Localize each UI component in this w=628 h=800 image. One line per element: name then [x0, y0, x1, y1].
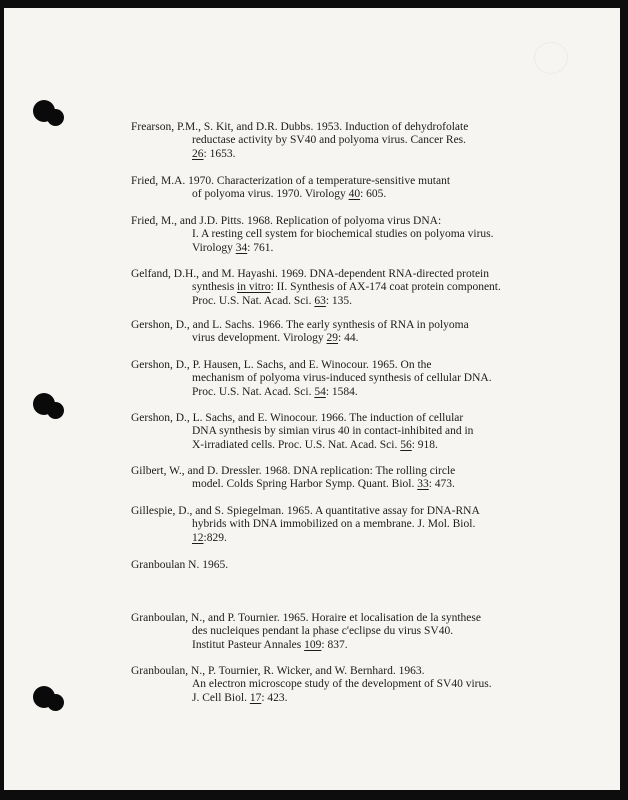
reference-continuation-line: Proc. U.S. Nat. Acad. Sci. 54: 1584.	[192, 385, 358, 398]
document-page	[4, 8, 620, 790]
reference-continuation-line: Proc. U.S. Nat. Acad. Sci. 63: 135.	[192, 294, 353, 307]
reference-continuation-line: model. Colds Spring Harbor Symp. Quant. Biol. 33: 473.	[192, 478, 455, 491]
reference-continuation-line: I. A resting cell system for biochemical studies on polyoma virus.	[192, 228, 494, 241]
faint-page-stamp	[534, 42, 568, 74]
reference-entry	[131, 215, 494, 255]
reference-entry	[131, 121, 468, 161]
reference-entry	[131, 359, 492, 399]
reference-first-line: Granboulan, N., P. Tournier, R. Wicker, and W. Bernhard. 1963.	[131, 665, 425, 677]
reference-continuation-line: virus development. Virology 29: 44.	[192, 332, 359, 345]
underlined-term: in vitro	[237, 281, 271, 294]
reference-entry	[131, 268, 501, 308]
underlined-term: 34	[235, 241, 248, 254]
reference-first-line: Gilbert, W., and D. Dressler. 1968. DNA replication: The rolling circle	[131, 465, 456, 477]
underlined-term: 54	[314, 385, 326, 398]
reference-continuation-line: synthesis in vitro: II. Synthesis of AX-174 coat protein component.	[192, 281, 501, 294]
underlined-term: 26	[192, 147, 204, 160]
reference-continuation-line: des nucleiques pendant la phase c'eclipse du virus SV40.	[192, 625, 454, 638]
reference-continuation-line: An electron microscope study of the development of SV40 virus.	[192, 678, 492, 691]
reference-first-line: Gershon, D., and L. Sachs. 1966. The early synthesis of RNA in polyoma	[131, 319, 469, 331]
reference-entry	[131, 175, 450, 202]
underlined-term: 40	[348, 188, 361, 201]
reference-continuation-line: mechanism of polyoma virus-induced synthesis of cellular DNA.	[192, 372, 492, 385]
reference-continuation-line: X-irradiated cells. Proc. U.S. Nat. Acad. Sci. 56: 918.	[192, 438, 438, 451]
reference-entry	[131, 665, 492, 705]
reference-entry	[131, 465, 455, 492]
reference-continuation-line: J. Cell Biol. 17: 423.	[192, 691, 288, 704]
reference-entry	[131, 612, 481, 652]
reference-first-line: Gelfand, D.H., and M. Hayashi. 1969. DNA-dependent RNA-directed protein	[131, 268, 490, 280]
reference-continuation-line: Virology 34: 761.	[192, 241, 274, 254]
underlined-term: 17	[249, 691, 262, 704]
reference-first-line: Fried, M.A. 1970. Characterization of a temperature-sensitive mutant	[131, 175, 451, 187]
reference-first-line: Gillespie, D., and S. Spiegelman. 1965. A quantitative assay for DNA-RNA	[131, 505, 480, 517]
reference-entry	[131, 559, 228, 572]
reference-first-line: Frearson, P.M., S. Kit, and D.R. Dubbs. 1953. Induction of dehydrofolate	[131, 121, 469, 133]
reference-entry	[131, 319, 469, 346]
binder-hole-middle-shadow	[47, 402, 64, 419]
underlined-term: 33	[417, 478, 429, 491]
reference-continuation-line: of polyoma virus. 1970. Virology 40: 605.	[192, 188, 387, 201]
underlined-term: 29	[326, 332, 339, 345]
reference-first-line: Fried, M., and J.D. Pitts. 1968. Replication of polyoma virus DNA:	[131, 215, 442, 227]
reference-entry	[131, 505, 480, 545]
reference-entry	[131, 412, 473, 452]
binder-hole-top-shadow	[47, 109, 64, 126]
reference-first-line: Gershon, D., L. Sachs, and E. Winocour. 1966. The induction of cellular	[131, 412, 464, 424]
reference-continuation-line: 26: 1653.	[192, 147, 236, 160]
underlined-term: 63	[314, 294, 326, 307]
reference-first-line: Granboulan N. 1965.	[131, 559, 229, 571]
reference-continuation-line: hybrids with DNA immobilized on a membrane. J. Mol. Biol.	[192, 518, 476, 531]
binder-hole-bottom-shadow	[47, 694, 64, 711]
underlined-term: 12	[192, 531, 204, 544]
reference-continuation-line: Institut Pasteur Annales 109: 837.	[192, 638, 348, 651]
reference-first-line: Gershon, D., P. Hausen, L. Sachs, and E. Winocour. 1965. On the	[131, 359, 432, 371]
reference-continuation-line: DNA synthesis by simian virus 40 in contact-inhibited and in	[192, 425, 474, 438]
underlined-term: 109	[304, 638, 322, 651]
underlined-term: 56	[400, 438, 412, 451]
reference-continuation-line: 12:829.	[192, 531, 227, 544]
reference-continuation-line: reductase activity by SV40 and polyoma virus. Cancer Res.	[192, 134, 467, 147]
reference-first-line: Granboulan, N., and P. Tournier. 1965. Horaire et localisation de la synthese	[131, 612, 481, 624]
